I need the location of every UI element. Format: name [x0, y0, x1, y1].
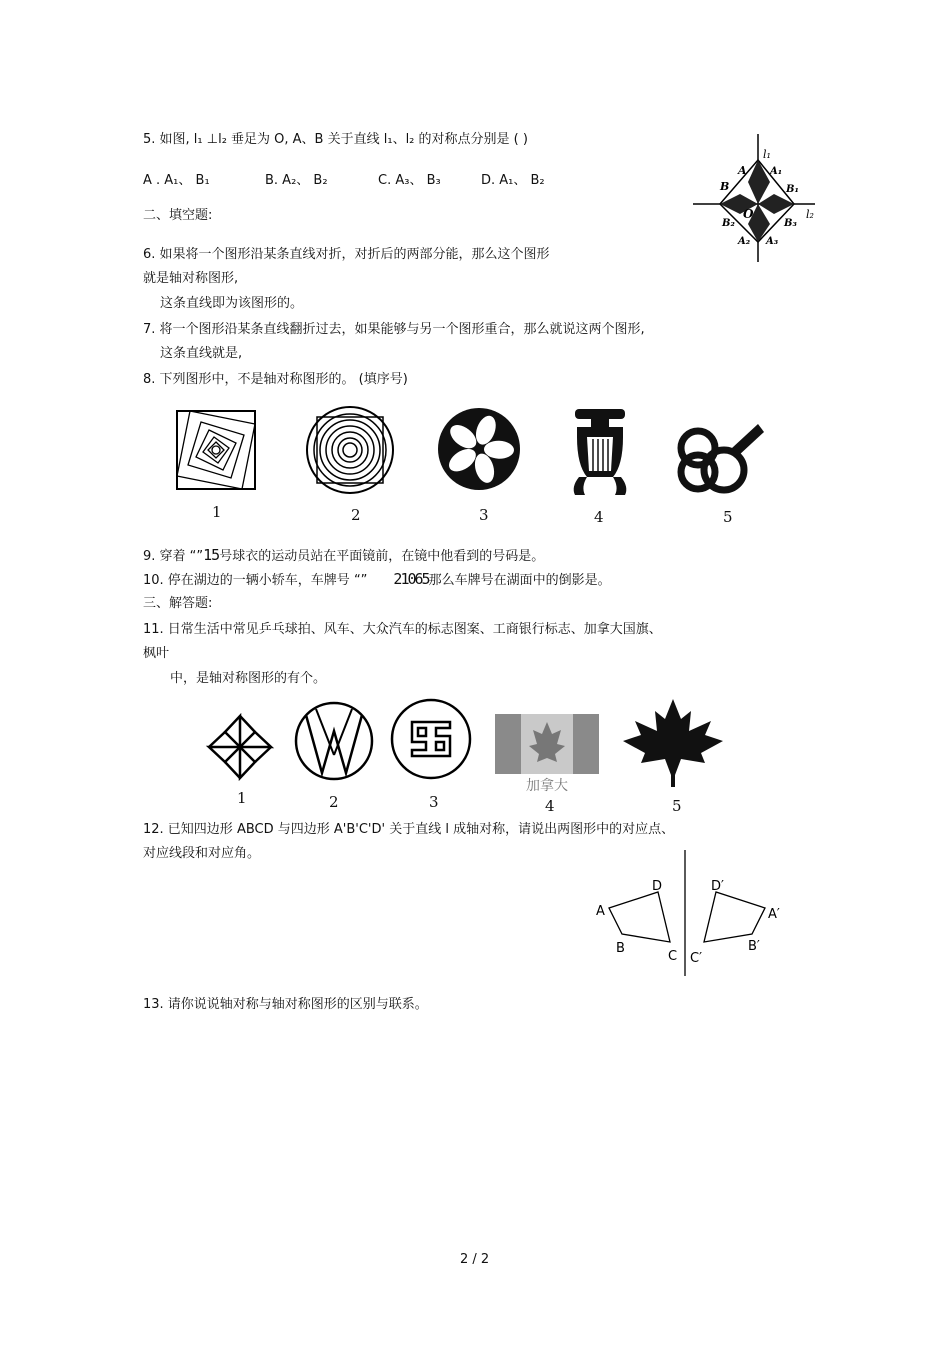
q10-plate-number: 21065	[393, 570, 429, 588]
q11-line1: 11. 日常生活中常见乒乓球拍、风车、大众汽车的标志图案、工商银行标志、加拿大国旗、	[143, 622, 662, 637]
page-number: 2 / 2	[460, 1252, 490, 1267]
q6-line2: 就是轴对称图形,	[143, 271, 239, 286]
q11-figure-3-icbc-logo	[390, 698, 472, 780]
q12-label-b-prime: B′	[748, 939, 760, 954]
q8-label-3: 3	[479, 506, 489, 524]
q11-figure-1-pinwheel	[207, 714, 273, 780]
q8-figure-3-bauhinia	[437, 407, 521, 491]
q5-option-a: A . A₁、 B₁	[143, 173, 210, 188]
q8-label-5: 5	[723, 508, 733, 526]
q8-label-2: 2	[351, 506, 361, 524]
q9-jersey-number: 15	[203, 546, 220, 564]
q8-figure-1-square-spiral	[176, 410, 256, 490]
q7-line1: 7. 将一个图形沿某条直线翻折过去，如果能够与另一个图形重合，那么就说这两个图形,	[143, 322, 645, 337]
q11-figure-4-canada-flag	[495, 714, 599, 794]
fig-label-l1: l₁	[763, 148, 771, 161]
q8-figure-2-concentric-circles	[305, 405, 395, 495]
q6-line1: 6. 如果将一个图形沿某条直线对折，对折后的两部分能，那么这个图形	[143, 247, 550, 262]
q5-option-d: D. A₁、 B₂	[481, 173, 545, 188]
q12-figure-quadrilaterals	[590, 850, 800, 980]
q5-text: 5. 如图, l₁ ⊥l₂ 垂足为 O, A、B 关于直线 l₁、l₂ 的对称点分别是 ( )	[143, 132, 528, 147]
q12-label-b: B	[616, 941, 625, 956]
q9-pre: 9. 穿着 “”	[143, 549, 204, 564]
q8-text: 8. 下列图形中，不是轴对称图形的。 (填序号)	[143, 372, 408, 387]
q13-text: 13. 请你说说轴对称与轴对称图形的区别与联系。	[143, 997, 428, 1012]
q12-label-a-prime: A′	[768, 907, 780, 922]
fig-label-a3: A₃	[766, 236, 779, 247]
q10-pre: 10. 停在湖边的一辆小轿车，车牌号 “”	[143, 573, 368, 588]
q11-label-5: 5	[672, 797, 682, 815]
flag-caption: 加拿大	[526, 778, 568, 794]
fig-label-a: A	[738, 164, 747, 177]
fig-label-b1: B₁	[786, 184, 799, 195]
q12-label-c: C	[668, 949, 678, 964]
q12-label-d: D	[652, 879, 663, 894]
q7-line2: 这条直线就是,	[160, 346, 243, 361]
q8-figure-5-rings	[676, 418, 766, 502]
q10-post: 那么车牌号在湖面中的倒影是。	[428, 573, 611, 588]
q11-label-1: 1	[237, 789, 247, 807]
q11-label-4: 4	[545, 797, 555, 815]
q5-option-c: C. A₃、 B₃	[378, 173, 441, 188]
q9-text	[143, 546, 544, 566]
fig-label-b3: B₃	[784, 218, 797, 229]
q11-line2: 枫叶	[143, 646, 170, 661]
q12-line1: 12. 已知四边形 ABCD 与四边形 A'B'C'D' 关于直线 l 成轴对称，请说出两图形中的对应点、	[143, 822, 675, 837]
q12-label-a: A	[596, 904, 605, 919]
q5-option-b: B. A₂、 B₂	[265, 173, 328, 188]
q12-line2: 对应线段和对应角。	[143, 846, 261, 861]
q12-label-d-prime: D′	[711, 879, 724, 894]
q11-label-3: 3	[429, 793, 439, 811]
q6-line3: 这条直线即为该图形的。	[160, 296, 304, 311]
q5-figure	[690, 130, 820, 265]
section-2-heading: 二、填空题:	[143, 208, 213, 223]
q11-line3: 中，是轴对称图形的有个。	[170, 671, 327, 686]
fig-label-a2: A₂	[738, 236, 751, 247]
q11-figure-5-maple-leaf	[619, 697, 727, 789]
fig-label-o: O	[743, 207, 754, 221]
q10-text	[143, 570, 611, 590]
q9-post: 号球衣的运动员站在平面镜前，在镜中他看到的号码是。	[219, 549, 545, 564]
fig-label-b2: B₂	[722, 218, 735, 229]
fig-label-l2: l₂	[806, 208, 814, 221]
q12-label-c-prime: C′	[690, 951, 703, 966]
section-3-heading: 三、解答题:	[143, 596, 213, 611]
q8-label-1: 1	[212, 503, 222, 521]
q8-label-4: 4	[594, 508, 604, 526]
q11-figure-2-vw-logo	[294, 701, 374, 781]
fig-label-a1: A₁	[770, 166, 783, 177]
fig-label-b: B	[720, 180, 730, 193]
q11-label-2: 2	[329, 793, 339, 811]
q8-figure-4-lyre	[567, 407, 633, 499]
